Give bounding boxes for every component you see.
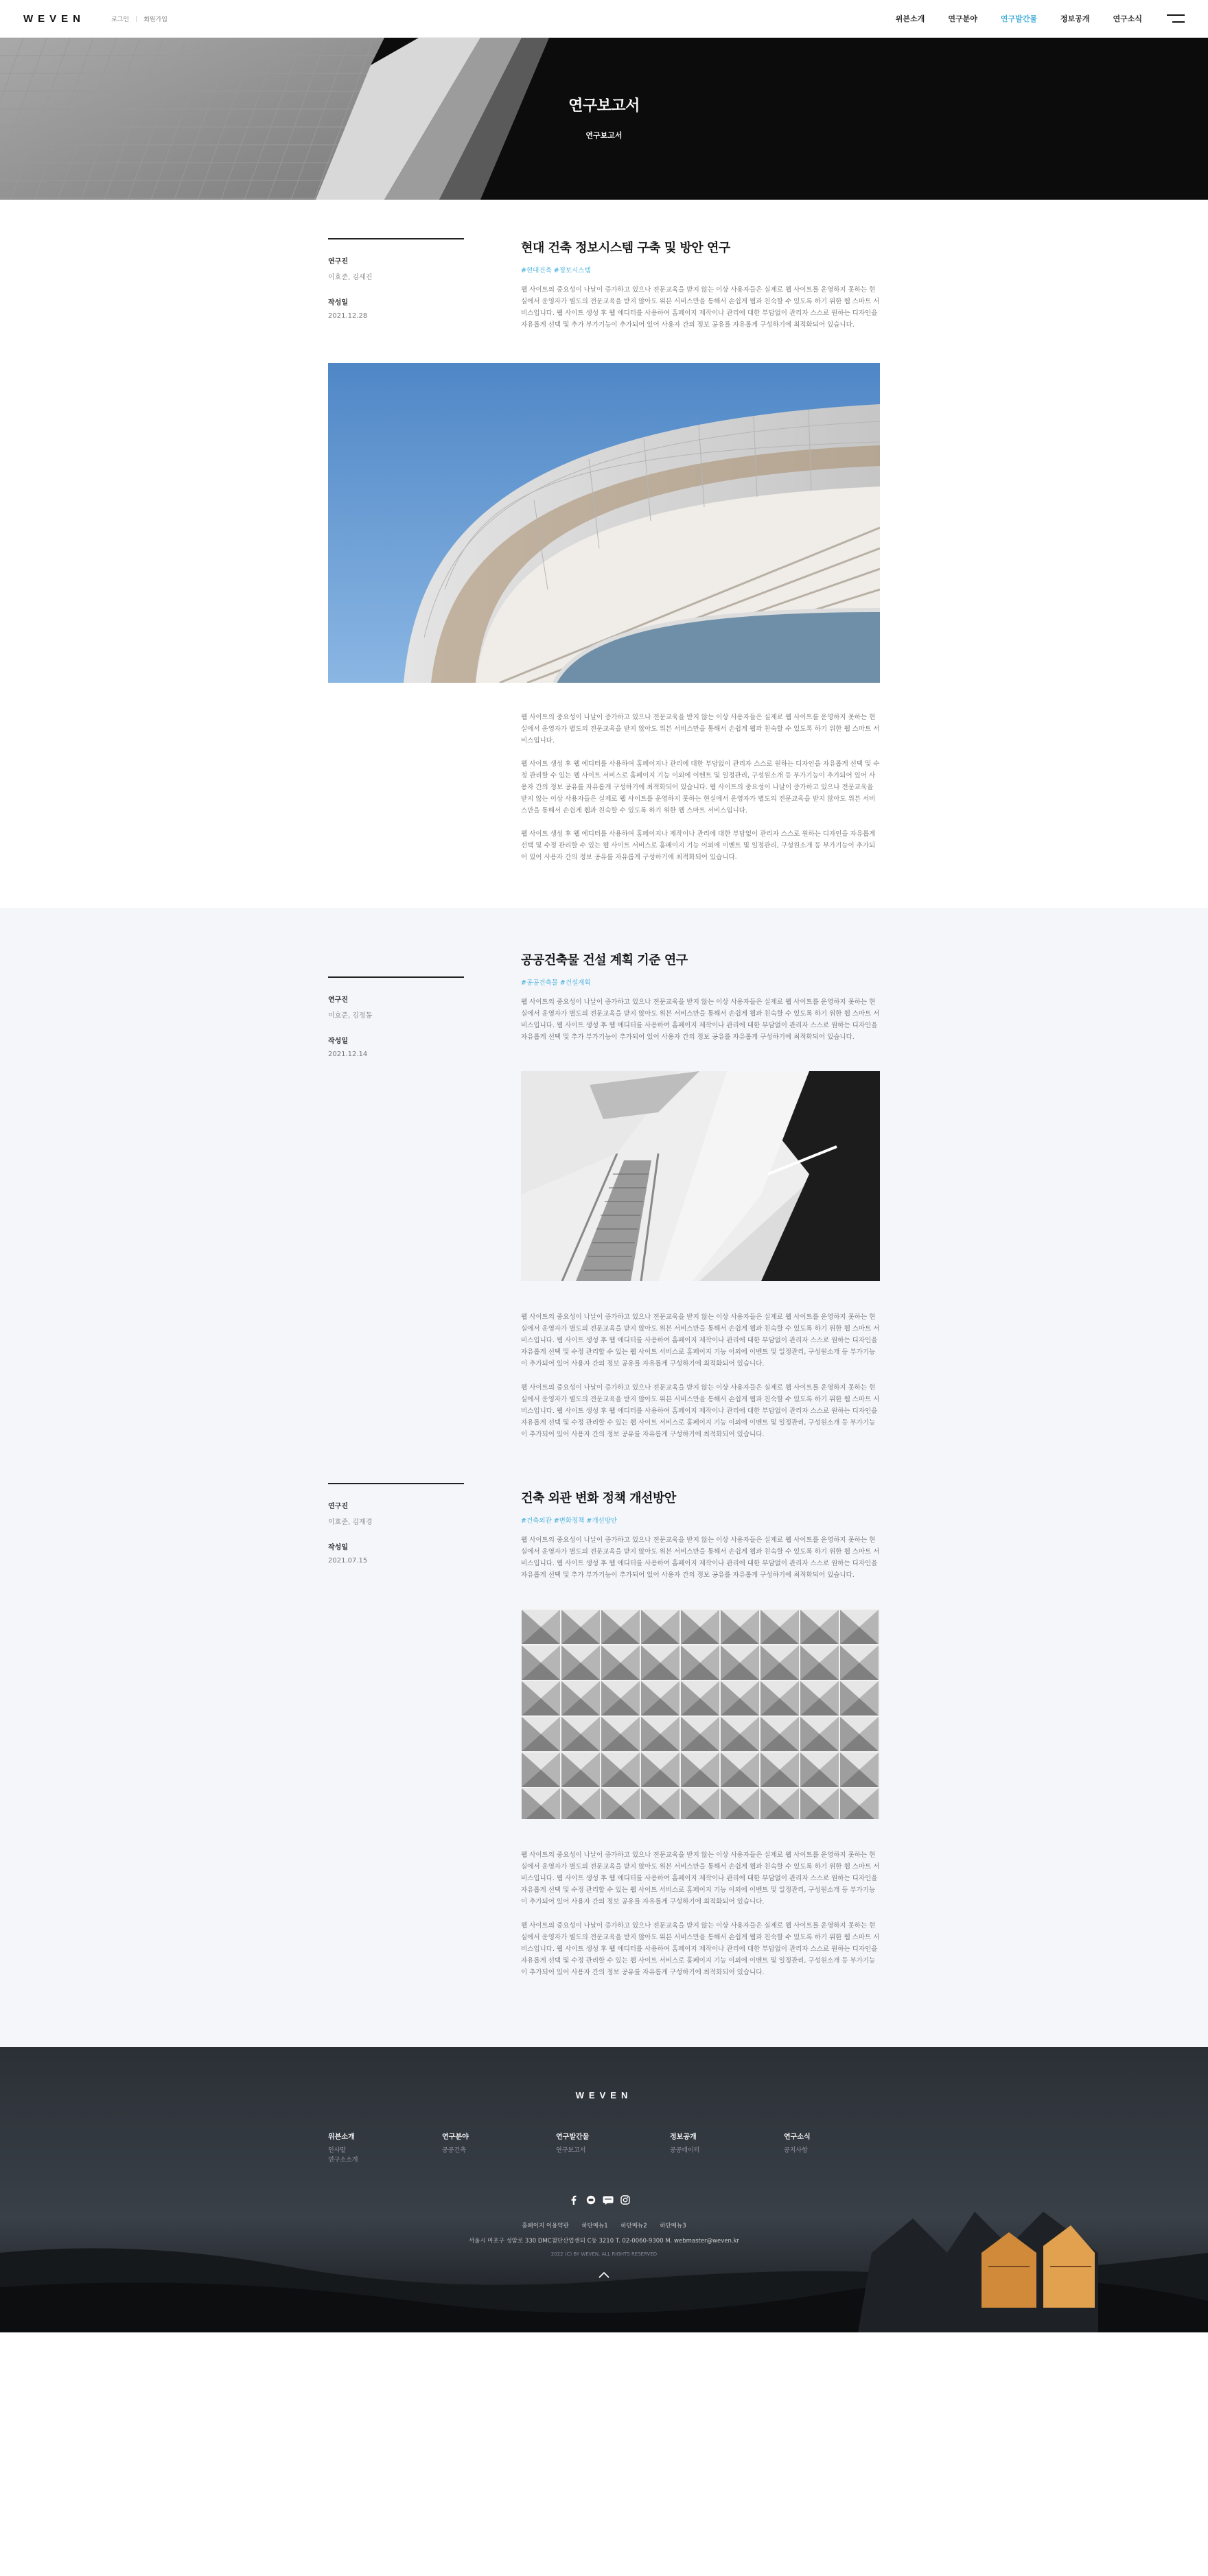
article-tags[interactable]: #현대건축 #정보시스템 (521, 267, 591, 274)
article-meta (328, 976, 464, 1073)
researcher-names: 이효준, 김세진 (328, 274, 373, 281)
date-label: 작성일 (328, 1038, 348, 1045)
researcher-names: 이효준, 김재경 (328, 1519, 373, 1526)
article-paragraph: 웹 사이트 생성 후 웹 에디터를 사용하여 홈페이지나 관리에 대한 부담없이 관리자 스스로 원하는 디자인을 자유롭게 선택 및 수정 관리할 수 있는 웹 사이트 서비스로 홈페이지 기능 이외에 이벤트 및 일정관리, 구성원소개 등 부가기능이 추가되어 있어 사용자 간의 정보 공유를 자유롭게 구성하기에 최적화되어 있습니다. 웹 사이트의 중요성이 나날이 증가하고 있으나 전문교육을 받지 않는 이상 사용자들은 실제로 웹 사이트를 운영하지 못하는 현실에서 운영자가 별도의 전문교육을 받지 않아도 위븐 서비스만을 통해서 손쉽게 웹과 친숙할 수 있도록 하기 위한 웹 스마트 서비스입니다. (521, 760, 880, 815)
nav-item-publications[interactable]: 연구발간물 (1000, 14, 1037, 23)
article-intro: 웹 사이트의 중요성이 나날이 증가하고 있으나 전문교육을 받지 않는 이상 사용자들은 실제로 웹 사이트를 운영하지 못하는 현실에서 운영자가 별도의 전문교육을 받지 않아도 위븐 서비스만을 통해서 손쉽게 웹과 친숙할 수 있도록 하기 위한 웹 스마트 서비스입니다. 웹 사이트 생성 후 웹 에디터를 사용하여 홈페이지 제작이나 관리에 대한 부담없이 관리자 스스로 원하는 디자인을 자유롭게 선택 및 추가 부가기능이 추가되어 있어 사용자 간의 정보 공유를 자유롭게 구성하기에 최적화되어 있습니다. (521, 1536, 880, 1579)
article-meta (328, 1483, 464, 1580)
footer-nav-head[interactable]: 연구발간물 (556, 2133, 590, 2141)
article-paragraph: 웹 사이트의 중요성이 나날이 증가하고 있으나 전문교육을 받지 않는 이상 사용자들은 실제로 웹 사이트를 운영하지 못하는 현실에서 운영자가 별도의 전문교육을 받지 않아도 위븐 서비스만을 통해서 손쉽게 웹과 친숙할 수 있도록 하기 위한 웹 스마트 서비스입니다. 웹 사이트 생성 후 웹 에디터를 사용하여 홈페이지 제작이나 관리에 대한 부담없이 관리자 스스로 원하는 디자인을 자유롭게 선택 및 수정 관리할 수 있는 웹 사이트 서비스로 홈페이지 기능 이외에 이벤트 및 일정관리, 구성원소개 등 부가기능이 추가되어 있어 사용자 간의 정보 공유를 자유롭게 구성하기에 최적화되어 있습니다. (521, 1313, 880, 1368)
article-section-gray (0, 908, 1208, 2047)
nav-item-news[interactable]: 연구소식 (1113, 14, 1142, 23)
article-paragraph: 웹 사이트 생성 후 웹 에디터를 사용하여 홈페이지나 제작이나 관리에 대한 부담없이 관리자 스스로 원하는 디자인을 자유롭게 선택 및 수정 관리할 수 있는 웹 사이트 서비스로 홈페이지 기능 이외에 이벤트 및 일정관리, 구성원소개 등 부가기능이 추가되어 있어 사용자 간의 정보 공유를 자유롭게 구성하기에 최적화되어 있습니다. (521, 830, 876, 861)
article-body (521, 238, 880, 331)
hamburger-menu-icon[interactable] (1167, 14, 1185, 23)
article-title: 공공건축물 건설 계획 기준 연구 (521, 953, 688, 968)
footer-nav-head[interactable]: 위븐소개 (328, 2133, 355, 2141)
article-paragraph: 웹 사이트의 중요성이 나날이 증가하고 있으나 전문교육을 받지 않는 이상 사용자들은 실제로 웹 사이트를 운영하지 못하는 현실에서 운영자가 별도의 전문교육을 받지 않아도 위븐 서비스만을 통해서 손쉽게 웹과 친숙할 수 있도록 하기 위한 웹 스마트 서비스입니다. 웹 사이트 생성 후 웹 에디터를 사용하여 홈페이지 제작이나 관리에 대한 부담없이 관리자 스스로 원하는 디자인을 자유롭게 선택 및 수정 관리할 수 있는 웹 사이트 서비스로 홈페이지 기능 이외에 이벤트 및 일정관리, 구성원소개 등 부가기능이 추가되어 있어 사용자 간의 정보 공유를 자유롭게 구성하기에 최적화되어 있습니다. (521, 1851, 880, 1906)
footer-nav-link[interactable]: 연구소소개 (328, 2157, 358, 2164)
article-body-extra (521, 712, 880, 863)
article-section-1 (0, 200, 1208, 908)
site-logo[interactable]: WEVEN (23, 12, 86, 25)
footer-nav-link[interactable]: 공지사항 (784, 2147, 808, 2154)
footer-nav-head[interactable]: 연구분야 (442, 2133, 469, 2141)
article-date: 2021.12.14 (328, 1051, 368, 1058)
article-image-curved-building (328, 363, 880, 683)
date-label: 작성일 (328, 1544, 348, 1552)
talk-icon[interactable] (603, 2194, 614, 2205)
login-link[interactable]: 로그인 (111, 16, 130, 23)
footer-nav-col (784, 2131, 898, 2165)
report-article (328, 950, 880, 1440)
util-divider (136, 16, 137, 22)
nav-item-disclosure[interactable]: 정보공개 (1060, 14, 1090, 23)
scroll-top-chevron-up-icon[interactable] (598, 2269, 610, 2279)
footer-logo[interactable]: WEVEN (575, 2090, 633, 2100)
hero-banner (0, 38, 1208, 200)
article-intro: 웹 사이트의 중요성이 나날이 증가하고 있으나 전문교육을 받지 않는 이상 사용자들은 실제로 웹 사이트를 운영하지 못하는 현실에서 운영자가 별도의 전문교육을 받지 않아도 위븐 서비스만을 통해서 손쉽게 웹과 친숙할 수 있도록 하기 위한 웹 스마트 서비스입니다. 웹 사이트 생성 후 웹 에디터를 사용하여 홈페이지 제작이나 관리에 대한 부담없이 관리자 스스로 원하는 디자인을 자유롭게 선택 및 추가 부가기능이 추가되어 있어 사용자 간의 정보 공유를 자유롭게 구성하기에 최적화되어 있습니다. (521, 998, 880, 1041)
article-tags[interactable]: #공공건축물 #건설계획 (521, 979, 591, 987)
site-header (0, 0, 1208, 38)
util-menu (111, 14, 167, 23)
nav-item-about[interactable]: 위븐소개 (895, 14, 925, 23)
researcher-label: 연구진 (328, 258, 348, 266)
footer-links (0, 2221, 1208, 2229)
footer-address: 서울시 마포구 성암로 330 DMC첨단산업센터 C동 3210 T. 02-0060-9300 M. webmaster@weven.kr (468, 2238, 740, 2245)
site-footer (0, 2047, 1208, 2332)
footer-nav-head[interactable]: 정보공개 (670, 2133, 697, 2141)
sns-links (568, 2194, 637, 2205)
article-date: 2021.12.28 (328, 312, 368, 320)
footer-nav-link[interactable]: 인사말 (328, 2147, 347, 2154)
report-article (328, 1488, 880, 1978)
footer-nav-link[interactable]: 공공데이터 (670, 2147, 700, 2154)
footer-nav-col (670, 2131, 784, 2165)
footer-link[interactable]: 하단메뉴1 (581, 2223, 608, 2229)
footer-copyright: 2022 (C) BY WEVEN. ALL RIGHTS RESERVED (550, 2251, 658, 2257)
date-label: 작성일 (328, 299, 348, 307)
article-paragraph: 웹 사이트의 중요성이 나날이 증가하고 있으나 전문교육을 받지 않는 이상 사용자들은 실제로 웹 사이트를 운영하지 못하는 현실에서 운영자가 별도의 전문교육을 받지 않아도 위븐 서비스만을 통해서 손쉽게 웹과 친숙할 수 있도록 하기 위한 웹 스마트 서비스입니다. (521, 714, 880, 745)
footer-nav (328, 2131, 898, 2165)
page-title: 연구보고서 (568, 97, 640, 115)
researcher-label: 연구진 (328, 996, 348, 1004)
researcher-names: 이효준, 김정동 (328, 1012, 373, 1020)
article-title: 건축 외관 변화 정책 개선방안 (521, 1491, 676, 1506)
article-image-staircase (521, 1071, 880, 1281)
breadcrumb: 연구보고서 (585, 131, 623, 140)
article-image-facade-pattern (521, 1609, 880, 1819)
footer-nav-link[interactable]: 연구보고서 (556, 2147, 586, 2154)
article-date: 2021.07.15 (328, 1557, 368, 1565)
article-body (521, 1488, 880, 1978)
facebook-icon[interactable] (568, 2194, 579, 2205)
footer-nav-link[interactable]: 공공건축 (442, 2147, 466, 2154)
instagram-icon[interactable] (620, 2194, 631, 2205)
footer-nav-head[interactable]: 연구소식 (784, 2133, 811, 2141)
footer-nav-col (328, 2131, 442, 2165)
footer-link[interactable]: 하단메뉴3 (660, 2223, 686, 2229)
nav-item-research-field[interactable]: 연구분야 (948, 14, 977, 23)
article-meta (328, 238, 464, 335)
researcher-label: 연구진 (328, 1503, 348, 1510)
footer-link-terms[interactable]: 홈페이지 이용약관 (522, 2223, 569, 2229)
report-article (328, 238, 880, 331)
main-nav (872, 13, 1185, 24)
article-body (521, 950, 880, 1440)
article-paragraph: 웹 사이트의 중요성이 나날이 증가하고 있으나 전문교육을 받지 않는 이상 사용자들은 실제로 웹 사이트를 운영하지 못하는 현실에서 운영자가 별도의 전문교육을 받지 않아도 위븐 서비스만을 통해서 손쉽게 웹과 친숙할 수 있도록 하기 위한 웹 스마트 서비스입니다. 웹 사이트 생성 후 웹 에디터를 사용하여 홈페이지 제작이나 관리에 대한 부담없이 관리자 스스로 원하는 디자인을 자유롭게 선택 및 수정 관리할 수 있는 웹 사이트 서비스로 홈페이지 기능 이외에 이벤트 및 일정관리, 구성원소개 등 부가기능이 추가되어 있어 사용자 간의 정보 공유를 자유롭게 구성하기에 최적화되어 있습니다. (521, 1922, 880, 1976)
article-paragraph: 웹 사이트의 중요성이 나날이 증가하고 있으나 전문교육을 받지 않는 이상 사용자들은 실제로 웹 사이트를 운영하지 못하는 현실에서 운영자가 별도의 전문교육을 받지 않아도 위븐 서비스만을 통해서 손쉽게 웹과 친숙할 수 있도록 하기 위한 웹 스마트 서비스입니다. 웹 사이트 생성 후 웹 에디터를 사용하여 홈페이지 제작이나 관리에 대한 부담없이 관리자 스스로 원하는 디자인을 자유롭게 선택 및 수정 관리할 수 있는 웹 사이트 서비스로 홈페이지 기능 이외에 이벤트 및 일정관리, 구성원소개 등 부가기능이 추가되어 있어 사용자 간의 정보 공유를 자유롭게 구성하기에 최적화되어 있습니다. (521, 1384, 880, 1438)
signup-link[interactable]: 회원가입 (143, 16, 167, 23)
article-extra (328, 712, 880, 863)
footer-link[interactable]: 하단메뉴2 (620, 2223, 647, 2229)
blog-icon[interactable] (585, 2194, 596, 2205)
article-intro: 웹 사이트의 중요성이 나날이 증가하고 있으나 전문교육을 받지 않는 이상 사용자들은 실제로 웹 사이트를 운영하지 못하는 현실에서 운영자가 별도의 전문교육을 받지 않아도 위븐 서비스만을 통해서 손쉽게 웹과 친숙할 수 있도록 하기 위한 웹 스마트 서비스입니다. 웹 사이트 생성 후 웹 에디터를 사용하여 홈페이지 제작이나 관리에 대한 부담없이 관리자 스스로 원하는 디자인을 자유롭게 선택 및 추가 부가기능이 추가되어 있어 사용자 간의 정보 공유를 자유롭게 구성하기에 최적화되어 있습니다. (521, 286, 880, 329)
article-tags[interactable]: #건축외관 #변화정책 #개선방안 (521, 1517, 618, 1525)
footer-nav-col (556, 2131, 670, 2165)
article-title: 현대 건축 정보시스템 구축 및 방안 연구 (521, 241, 730, 255)
footer-nav-col (442, 2131, 556, 2165)
